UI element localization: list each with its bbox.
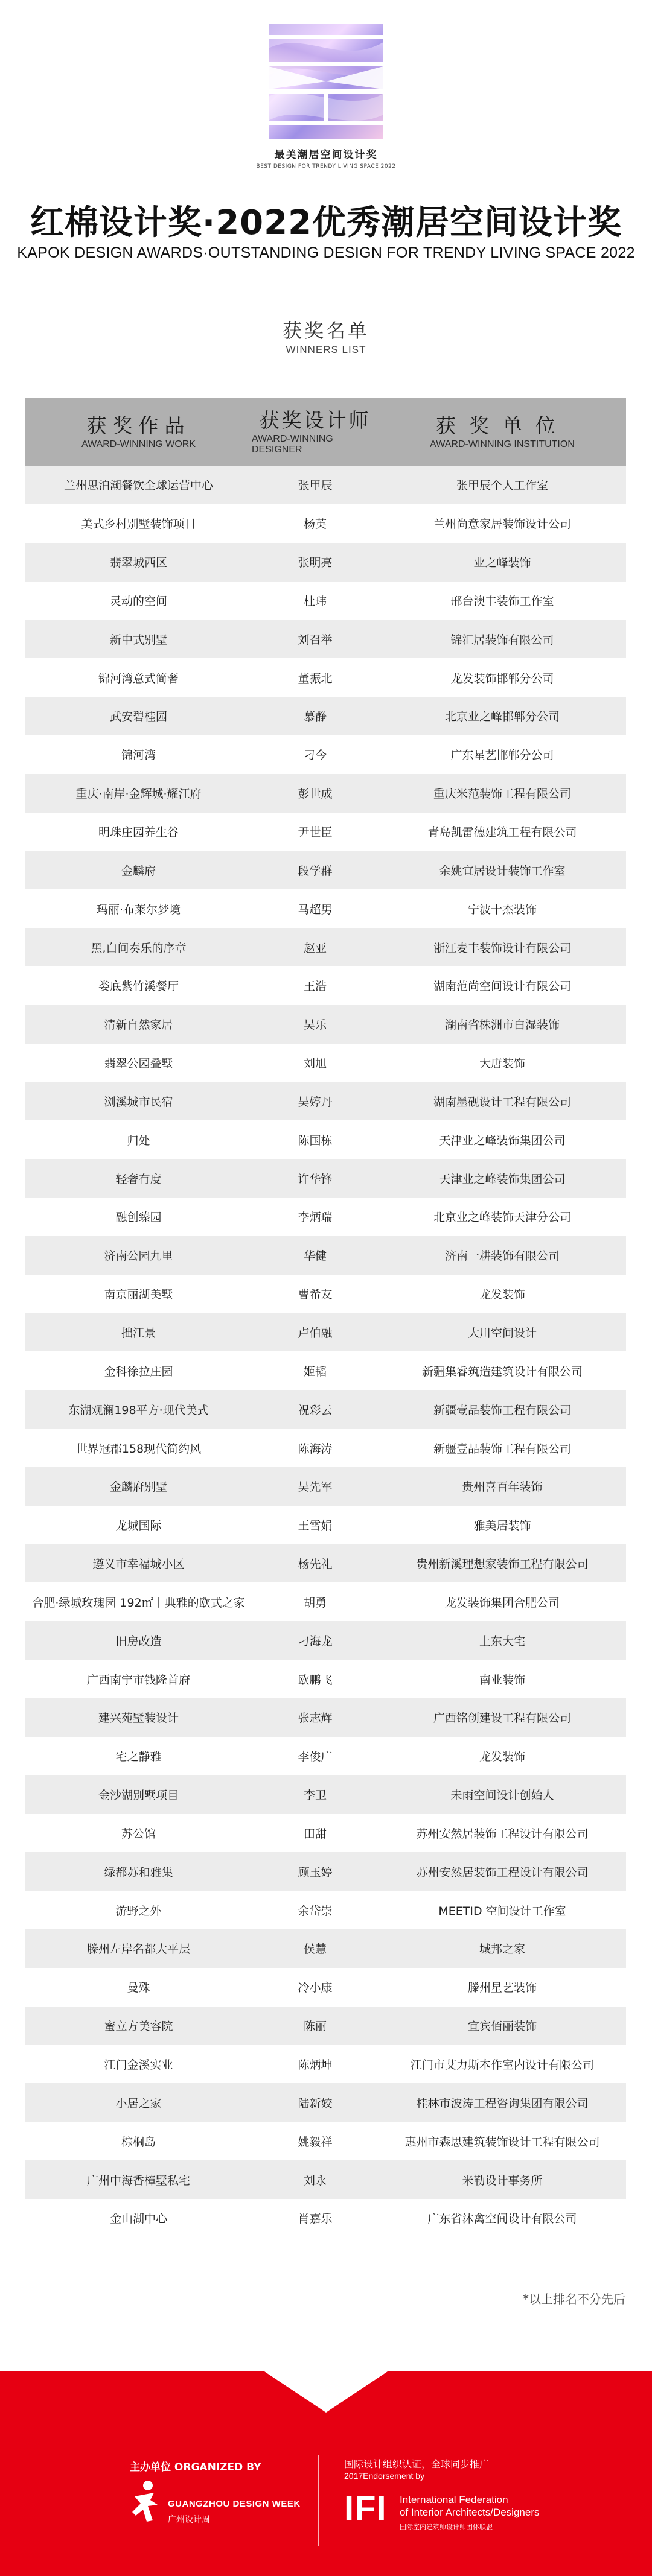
cell-award-work: 黑,白间奏乐的序章: [91, 941, 187, 955]
cell-award-work: 美式乡村别墅装饰项目: [81, 518, 196, 531]
table-row: [25, 1852, 626, 1891]
cell-institution: 邢台澳丰装饰工作室: [450, 594, 554, 608]
cell-institution: 米勒设计事务所: [462, 2174, 543, 2187]
table-row: [25, 813, 626, 851]
cell-institution: 济南一耕装饰有限公司: [444, 1249, 560, 1263]
cell-award-work: 广州中海香樟墅私宅: [86, 2174, 190, 2187]
cell-institution: 浙江麦丰装饰设计有限公司: [433, 941, 571, 955]
table-row: [25, 1968, 626, 2007]
cell-award-work: 游野之外: [115, 1904, 162, 1918]
table-row: [25, 582, 626, 620]
header-award-work: [25, 398, 252, 466]
cell-institution: 惠州市森思建筑装饰设计工程有限公司: [404, 2135, 600, 2149]
table-row: [25, 1198, 626, 1236]
cell-institution: 广东星艺邯郸分公司: [450, 749, 554, 763]
logo-title-cn: 最美潮居空间设计奖: [274, 149, 378, 161]
cell-designer: 马超男: [298, 903, 333, 916]
cell-designer: 杜玮: [303, 594, 327, 608]
cell-award-work: 江门金溪实业: [104, 2058, 173, 2072]
ifi-name-en-line1: International Federation: [400, 2494, 508, 2505]
cell-designer: 王雪娟: [298, 1519, 333, 1533]
table-row: [25, 1236, 626, 1275]
cell-award-work: 苏公馆: [121, 1827, 156, 1841]
cell-institution: 湖南省株洲市白湿装饰: [444, 1018, 560, 1032]
cell-institution: 宁波十杰装饰: [467, 903, 537, 916]
cell-designer: 吴先军: [298, 1480, 333, 1494]
cell-institution: 城邦之家: [479, 1943, 525, 1956]
table-row: [25, 620, 626, 658]
table-row: [25, 2122, 626, 2160]
cell-award-work: 建兴苑墅装设计: [98, 1712, 179, 1725]
cell-designer: 赵亚: [303, 941, 327, 955]
cell-designer: 陆新姣: [298, 2096, 333, 2110]
cell-designer: 许华锋: [298, 1172, 333, 1186]
table-row: [25, 735, 626, 774]
cell-award-work: 新中式别墅: [109, 633, 167, 647]
cell-institution: 新疆壹品装饰工程有限公司: [433, 1403, 571, 1417]
cell-award-work: 灵动的空间: [109, 594, 167, 608]
cell-award-work: 济南公园九里: [104, 1249, 173, 1263]
organizer-label: 主办单位 ORGANIZED BY: [130, 2461, 261, 2473]
footer: [0, 2371, 652, 2576]
ifi-endorsement-label-en: 2017Endorsement by: [344, 2471, 425, 2481]
cell-institution: 新疆集睿筑造建筑设计有限公司: [421, 1365, 583, 1378]
cell-institution: 新疆壹品装饰工程有限公司: [433, 1442, 571, 1456]
cell-designer: 刘永: [303, 2174, 327, 2187]
cell-award-work: 棕榈岛: [121, 2135, 156, 2149]
cell-designer: 刁海龙: [298, 1634, 333, 1648]
cell-designer: 陈丽: [303, 2020, 327, 2034]
cell-designer: 顾玉婷: [298, 1865, 333, 1879]
table-header: [25, 398, 626, 466]
ifi-name-cn: 国际室内建筑师设计师团体联盟: [400, 2523, 493, 2531]
cell-designer: 陈国栋: [298, 1134, 333, 1147]
footer-divider: [318, 2455, 319, 2546]
cell-award-work: 金科徐拉庄园: [104, 1365, 173, 1378]
cell-institution: 湖南范尚空间设计有限公司: [433, 980, 571, 994]
cell-award-work: 龙城国际: [115, 1519, 162, 1533]
table-row: [25, 1467, 626, 1506]
table-row: [25, 658, 626, 697]
table-row: [25, 1082, 626, 1121]
cell-award-work: 翡翠公园叠墅: [104, 1057, 173, 1071]
cell-designer: 肖嘉乐: [298, 2212, 333, 2226]
table-row: [25, 1506, 626, 1544]
cell-award-work: 明珠庄园养生谷: [98, 826, 179, 840]
cell-institution: 苏州安然居装饰工程设计有限公司: [416, 1865, 589, 1879]
table-row: [25, 1544, 626, 1583]
cell-designer: 彭世成: [298, 787, 333, 801]
cell-award-work: 东湖观澜198平方·现代美式: [68, 1403, 209, 1417]
table-row: [25, 1621, 626, 1660]
winners-list-heading-en: WINNERS LIST: [286, 344, 366, 355]
cell-designer: 姬韬: [303, 1365, 327, 1378]
table-row: [25, 543, 626, 582]
cell-institution: 广西铭创建设工程有限公司: [433, 1712, 571, 1725]
header-award-work-en: AWARD-WINNING WORK: [81, 439, 196, 450]
table-row: [25, 851, 626, 889]
cell-institution: 龙发装饰集团合肥公司: [444, 1596, 560, 1610]
cell-designer: 华健: [303, 1249, 327, 1263]
gdw-name-cn: 广州设计周: [168, 2515, 210, 2525]
header-award-designer-cn: 获奖设计师: [259, 408, 371, 432]
table-body: [25, 466, 626, 2238]
cell-designer: 董振北: [298, 671, 333, 685]
table-row: [25, 1660, 626, 1698]
cell-designer: 祝彩云: [298, 1403, 333, 1417]
cell-institution: 张甲辰个人工作室: [456, 479, 548, 493]
cell-award-work: 滕州左岸名都大平层: [86, 1943, 190, 1956]
cell-institution: 北京业之峰邯郸分公司: [444, 710, 560, 724]
table-row: [25, 2160, 626, 2199]
cell-award-work: 浏溪城市民宿: [104, 1095, 173, 1109]
cell-designer: 慕静: [303, 710, 327, 724]
cell-designer: 吴婷丹: [298, 1095, 333, 1109]
cell-award-work: 绿都苏和雅集: [104, 1865, 173, 1879]
table-row: [25, 928, 626, 966]
guangzhou-design-week-logo-icon: [130, 2478, 160, 2527]
cell-award-work: 旧房改造: [115, 1634, 162, 1648]
cell-institution: 大唐装饰: [479, 1057, 525, 1071]
cell-designer: 张明亮: [298, 556, 333, 570]
table-row: [25, 1698, 626, 1737]
table-row: [25, 1891, 626, 1929]
cell-institution: 北京业之峰装饰天津分公司: [433, 1211, 571, 1225]
cell-award-work: 玛丽·布莱尔梦境: [96, 903, 181, 916]
table-row: [25, 697, 626, 735]
table-row: [25, 1275, 626, 1313]
cell-award-work: 宅之静雅: [115, 1750, 162, 1764]
table-row: [25, 1390, 626, 1429]
cell-award-work: 金麟府别墅: [109, 1480, 167, 1494]
cell-designer: 李俊广: [298, 1750, 333, 1764]
page-title-en: KAPOK DESIGN AWARDS·OUTSTANDING DESIGN FOR TRENDY LIVING SPACE 2022: [17, 244, 635, 261]
cell-designer: 卢伯融: [298, 1326, 333, 1340]
cell-award-work: 锦河湾意式简奢: [98, 671, 179, 685]
cell-institution: 桂林市波涛工程咨询集团有限公司: [416, 2096, 589, 2110]
cell-designer: 陈炳坤: [298, 2058, 333, 2072]
cell-institution: 龙发装饰邯郸分公司: [450, 671, 554, 685]
cell-institution: 天津业之峰装饰集团公司: [439, 1172, 566, 1186]
cell-designer: 姚毅祥: [298, 2135, 333, 2149]
ifi-logo-mark: IFI: [344, 2489, 387, 2528]
table-row: [25, 2199, 626, 2238]
table-row: [25, 1737, 626, 1775]
cell-institution: 青岛凯雷德建筑工程有限公司: [427, 826, 577, 840]
winners-table: [25, 398, 626, 2238]
cell-designer: 余岱崇: [298, 1904, 333, 1918]
cell-award-work: 小居之家: [115, 2096, 162, 2110]
header-award-work-cn: 获奖作品: [86, 413, 191, 437]
table-row: [25, 1929, 626, 1968]
table-row: [25, 1005, 626, 1044]
table-row: [25, 1313, 626, 1352]
table-row: [25, 966, 626, 1005]
cell-designer: 田甜: [303, 1827, 327, 1841]
table-row: [25, 1429, 626, 1467]
gdw-name-en: GUANGZHOU DESIGN WEEK: [168, 2499, 301, 2509]
cell-designer: 张甲辰: [298, 479, 333, 493]
cell-award-work: 金麟府: [121, 864, 156, 878]
cell-institution: 余姚宜居设计装饰工作室: [439, 864, 566, 878]
cell-award-work: 武安碧桂园: [109, 710, 167, 724]
cell-institution: MEETID 空间设计工作室: [438, 1904, 566, 1918]
table-row: [25, 774, 626, 813]
award-logo-block: [0, 24, 652, 170]
header-award-designer: [252, 398, 379, 466]
cell-award-work: 锦河湾: [121, 749, 156, 763]
cell-institution: 业之峰装饰: [473, 556, 531, 570]
cell-award-work: 蜜立方美容院: [104, 2020, 173, 2034]
cell-designer: 张志辉: [298, 1712, 333, 1725]
cell-award-work: 融创臻园: [115, 1211, 162, 1225]
table-row: [25, 1351, 626, 1390]
cell-designer: 刁今: [303, 749, 327, 763]
cell-designer: 刘旭: [303, 1057, 327, 1071]
table-row: [25, 1582, 626, 1621]
cell-institution: 锦汇居装饰有限公司: [450, 633, 554, 647]
cell-institution: 江门市艾力斯本作室内设计有限公司: [410, 2058, 594, 2072]
cell-designer: 欧鹏飞: [298, 1673, 333, 1687]
cell-award-work: 娄底紫竹溪餐厅: [98, 980, 179, 994]
cell-award-work: 重庆·南岸·金辉城·耀江府: [75, 787, 202, 801]
cell-award-work: 合肥·绿城玫瑰园 192㎡丨典雅的欧式之家: [32, 1596, 245, 1610]
table-row: [25, 2083, 626, 2122]
ifi-endorsement-label: 国际设计组织认证，全球同步推广: [344, 2458, 490, 2470]
cell-institution: 宜宾佰丽装饰: [467, 2020, 537, 2034]
cell-designer: 李卫: [303, 1789, 327, 1803]
cell-designer: 段学群: [298, 864, 333, 878]
cell-institution: 未雨空间设计创始人: [450, 1789, 554, 1803]
cell-award-work: 曼殊: [127, 1981, 150, 1995]
cell-award-work: 轻奢有度: [115, 1172, 162, 1186]
table-row: [25, 1814, 626, 1853]
cell-award-work: 翡翠城西区: [109, 556, 167, 570]
cell-award-work: 南京丽湖美墅: [104, 1288, 173, 1302]
header-award-institution-en: AWARD-WINNING INSTITUTION: [430, 439, 575, 450]
cell-institution: 湖南墨砚设计工程有限公司: [433, 1095, 571, 1109]
cell-institution: 贵州新溪理想家装饰工程有限公司: [416, 1558, 589, 1572]
cell-institution: 雅美居装饰: [473, 1519, 531, 1533]
cell-award-work: 广西南宁市钱隆首府: [86, 1673, 190, 1687]
ifi-name-en-line2: of Interior Architects/Designers: [400, 2507, 540, 2518]
cell-institution: 广东省沐禽空间设计有限公司: [427, 2212, 577, 2226]
cell-designer: 杨先礼: [298, 1558, 333, 1572]
cell-institution: 大川空间设计: [467, 1326, 537, 1340]
footer-notch-shape: [0, 2370, 652, 2419]
cell-institution: 龙发装饰: [479, 1288, 525, 1302]
award-logo-icon: [269, 24, 383, 139]
table-row: [25, 2007, 626, 2045]
cell-designer: 尹世臣: [298, 826, 333, 840]
cell-award-work: 遵义市幸福城小区: [92, 1558, 185, 1572]
cell-institution: 贵州喜百年装饰: [462, 1480, 543, 1494]
logo-title-en: BEST DESIGN FOR TRENDY LIVING SPACE 2022: [256, 163, 396, 170]
cell-designer: 吴乐: [303, 1018, 327, 1032]
cell-designer: 胡勇: [303, 1596, 327, 1610]
cell-award-work: 拙江景: [121, 1326, 156, 1340]
cell-award-work: 金沙湖别墅项目: [98, 1789, 179, 1803]
cell-award-work: 兰州思泊潮餐饮全球运营中心: [63, 479, 213, 493]
cell-award-work: 世界冠郡158现代简约风: [75, 1442, 202, 1456]
cell-award-work: 金山湖中心: [109, 2212, 167, 2226]
page-title: 红棉设计奖·2022优秀潮居空间设计奖: [30, 203, 622, 243]
header-award-institution-cn: 获奖单位: [436, 413, 569, 437]
cell-designer: 李炳瑞: [298, 1211, 333, 1225]
cell-institution: 滕州星艺装饰: [467, 1981, 537, 1995]
cell-award-work: 归处: [127, 1134, 150, 1147]
cell-institution: 南业装饰: [479, 1673, 525, 1687]
table-row: [25, 466, 626, 504]
cell-designer: 陈海涛: [298, 1442, 333, 1456]
cell-institution: 重庆米范装饰工程有限公司: [433, 787, 571, 801]
cell-institution: 龙发装饰: [479, 1750, 525, 1764]
table-row: [25, 504, 626, 543]
table-row: [25, 1044, 626, 1082]
table-row: [25, 889, 626, 928]
header-award-designer-en: AWARD-WINNING DESIGNER: [252, 434, 333, 455]
winners-list-heading: 获奖名单: [282, 319, 369, 342]
table-row: [25, 1159, 626, 1198]
cell-designer: 刘召举: [298, 633, 333, 647]
ranking-footnote: *以上排名不分先后: [523, 2292, 625, 2306]
cell-institution: 苏州安然居装饰工程设计有限公司: [416, 1827, 589, 1841]
cell-institution: 上东大宅: [479, 1634, 525, 1648]
table-row: [25, 1120, 626, 1159]
cell-award-work: 清新自然家居: [104, 1018, 173, 1032]
cell-designer: 曹希友: [298, 1288, 333, 1302]
table-row: [25, 1775, 626, 1814]
cell-institution: 兰州尚意家居装饰设计公司: [433, 518, 571, 531]
cell-designer: 冷小康: [298, 1981, 333, 1995]
cell-designer: 侯慧: [303, 1943, 327, 1956]
header-award-institution: [379, 398, 626, 466]
cell-designer: 王浩: [303, 980, 327, 994]
table-row: [25, 2045, 626, 2084]
cell-institution: 天津业之峰装饰集团公司: [439, 1134, 566, 1147]
cell-designer: 杨英: [303, 518, 327, 531]
